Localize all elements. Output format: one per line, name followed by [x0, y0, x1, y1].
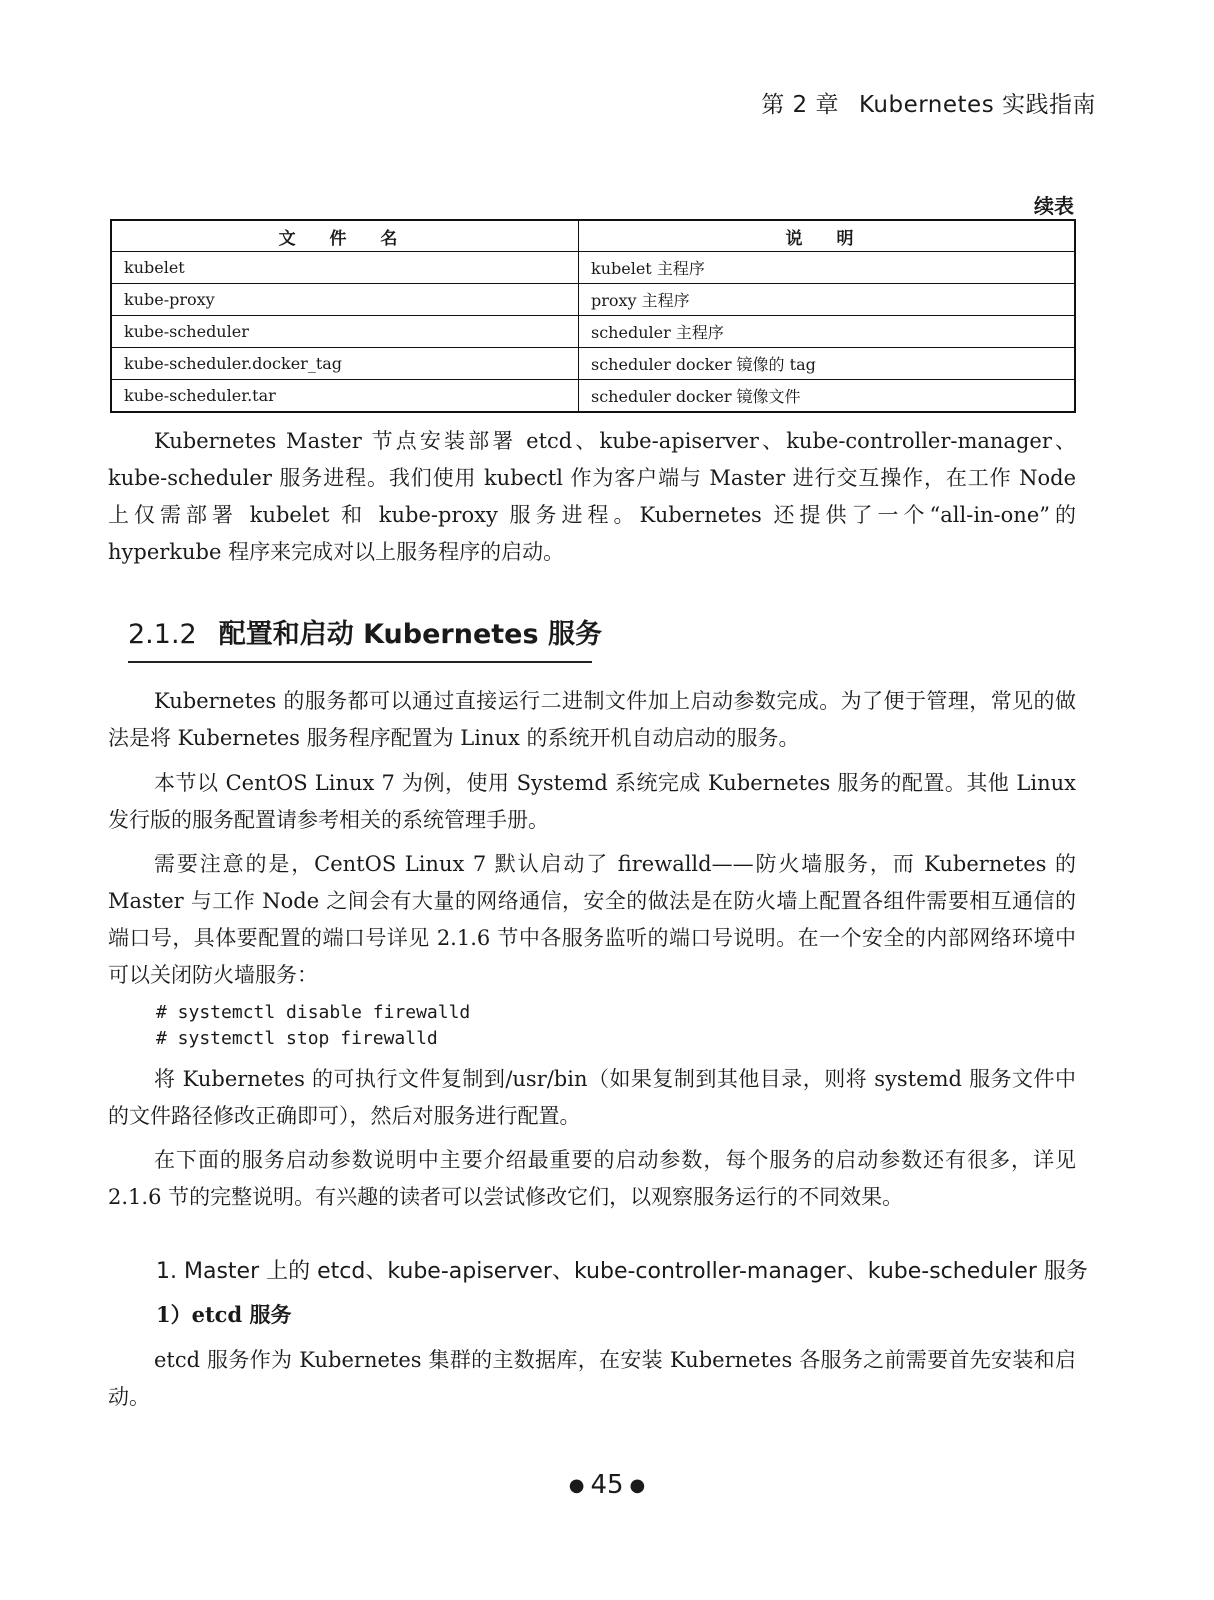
filename-cell: kubelet: [111, 252, 579, 284]
section-heading: [128, 612, 602, 663]
body-paragraph: etcd 服务作为 Kubernetes 集群的主数据库，在安装 Kubernetes 各服务之前需要首先安装和启动。: [108, 1348, 1076, 1409]
subsubheading: 1）etcd 服务: [156, 1302, 292, 1327]
table-header-row: [111, 220, 1075, 252]
description-cell: kubelet 主程序: [579, 252, 1076, 284]
chapter-title: Kubernetes 实践指南: [858, 92, 1096, 118]
table-row: [111, 284, 1075, 316]
chapter-number: 第 2 章: [761, 92, 839, 118]
intro-paragraph: Kubernetes Master 节点安装部署 etcd、kube-apiserver、kube-controller-manager、kube-scheduler 服务进程。我们使用 kubectl 作为客户端与 Master 进行交互操作，在工作 Node 上仅需部署 kubelet 和 kube-proxy 服务进程。Kubernetes 还提供了一个“all-in-one”的 hyperkube 程序来完成对以上服务程序的启动。: [108, 429, 1076, 564]
filename-cell: kube-scheduler: [111, 316, 579, 348]
table-row: [111, 348, 1075, 380]
body-paragraph: Kubernetes 的服务都可以通过直接运行二进制文件加上启动参数完成。为了便于管理，常见的做法是将 Kubernetes 服务程序配置为 Linux 的系统开机自动启动的服务。: [108, 689, 1076, 750]
description-cell: proxy 主程序: [579, 284, 1076, 316]
column-header-description: 说 明: [579, 220, 1076, 252]
filename-cell: kube-scheduler.docker_tag: [111, 348, 579, 380]
subheading: 1. Master 上的 etcd、kube-apiserver、kube-controller-manager、kube-scheduler 服务: [156, 1259, 1088, 1284]
description-cell: scheduler docker 镜像的 tag: [579, 348, 1076, 380]
table-caption: 续表: [1034, 194, 1074, 218]
body-paragraph: 需要注意的是，CentOS Linux 7 默认启动了 firewalld——防火墙服务，而 Kubernetes 的 Master 与工作 Node 之间会有大量的网络通信，安全的做法是在防火墙上配置各组件需要相互通信的端口号，具体要配置的端口号详见 2.1.6 节中各服务监听的端口号说明。在一个安全的内部网络环境中可以关闭防火墙服务：: [108, 852, 1076, 987]
page-number-value: 45: [590, 1470, 624, 1500]
description-cell: scheduler docker 镜像文件: [579, 380, 1076, 413]
code-block: [156, 1000, 470, 1052]
page-number: [0, 1470, 1214, 1500]
body-paragraph: 在下面的服务启动参数说明中主要介绍最重要的启动参数，每个服务的启动参数还有很多，详见 2.1.6 节的完整说明。有兴趣的读者可以尝试修改它们，以观察服务运行的不同效果。: [108, 1148, 1076, 1209]
body-paragraph: 本节以 CentOS Linux 7 为例，使用 Systemd 系统完成 Kubernetes 服务的配置。其他 Linux 发行版的服务配置请参考相关的系统管理手册。: [108, 771, 1076, 832]
filename-cell: kube-scheduler.tar: [111, 380, 579, 413]
file-table: [110, 219, 1076, 413]
filename-cell: kube-proxy: [111, 284, 579, 316]
table-row: [111, 252, 1075, 284]
column-header-filename: 文 件 名: [111, 220, 579, 252]
code-line: # systemctl disable firewalld: [156, 1002, 471, 1023]
body-paragraph: 将 Kubernetes 的可执行文件复制到/usr/bin（如果复制到其他目录，则将 systemd 服务文件中的文件路径修改正确即可），然后对服务进行配置。: [108, 1067, 1076, 1128]
description-cell: scheduler 主程序: [579, 316, 1076, 348]
table-row: [111, 316, 1075, 348]
bullet-icon: ●: [568, 1475, 585, 1496]
section-title: 配置和启动 Kubernetes 服务: [218, 619, 602, 650]
table-row: [111, 380, 1075, 413]
running-header: [761, 86, 1096, 119]
bullet-icon: ●: [629, 1475, 646, 1496]
code-line: # systemctl stop firewalld: [156, 1028, 438, 1049]
section-number: 2.1.2: [128, 619, 197, 650]
